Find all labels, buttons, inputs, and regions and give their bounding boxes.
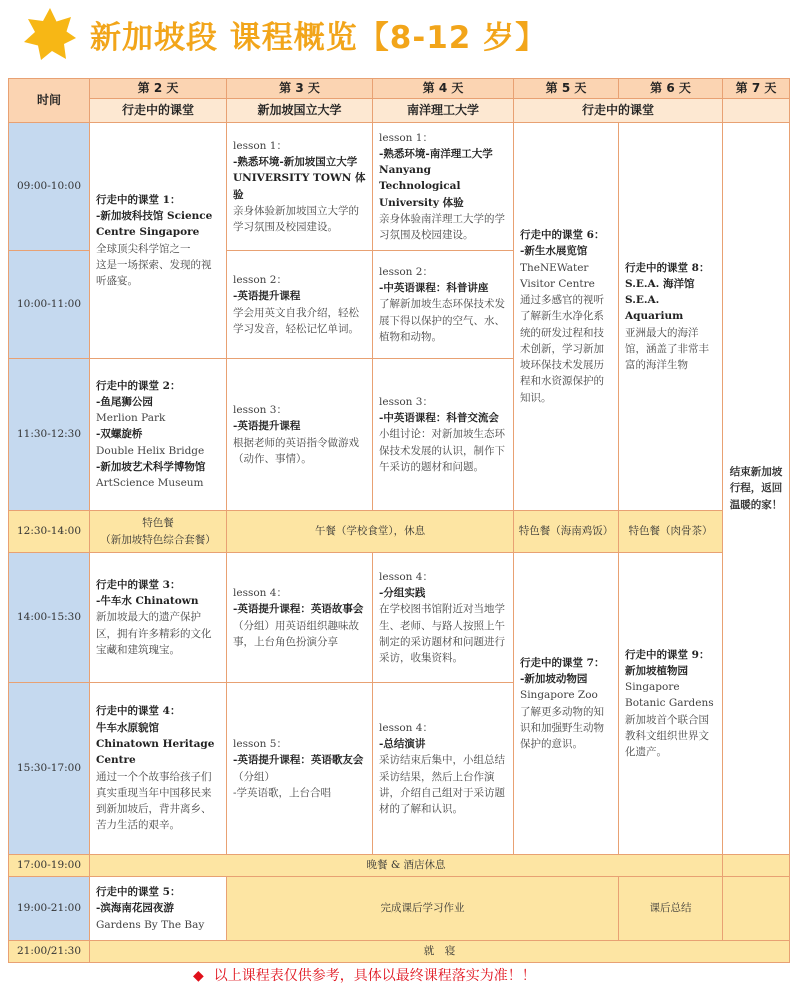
time-1000: 10:00-11:00 [9, 251, 90, 359]
row-1900 [9, 877, 790, 941]
day-7-location [723, 99, 790, 123]
star-icon [24, 8, 76, 60]
row-1230-lunch [9, 511, 790, 553]
day6-session-8: 行走中的课堂 8： S.E.A. 海洋馆 S.E.A. Aquarium 亚洲最大的海洋馆，涵盖了非常丰富的海洋生物 [619, 123, 723, 511]
day2-session-5: 行走中的课堂 5： -滨海南花园夜游 Gardens By The Bay [90, 877, 227, 941]
day-3-header: 第 3 天 [227, 79, 373, 99]
day4-lesson-4-summary: lesson 4： -总结演讲 采访结束后集中，小组总结采访结果，然后上台作演讲，介绍自己组对于采访题材的了解和认识。 [373, 683, 514, 855]
diamond-icon: ◆ [193, 968, 204, 984]
day-6-header: 第 6 天 [619, 79, 723, 99]
day7-evening-blank [723, 877, 790, 941]
day-56-location: 行走中的课堂 [514, 99, 723, 123]
page-header [0, 0, 800, 70]
day7-return-home: 结束新加坡行程，返回温暖的家！ [723, 123, 790, 855]
day4-lesson-2: lesson 2： -中英语课程：科普讲座 了解新加坡生态环保技术发展下得以保护的空气、水、植物和动物。 [373, 251, 514, 359]
day-7-header: 第 7 天 [723, 79, 790, 99]
sleep: 就 寝 [90, 941, 790, 963]
day2-session-4: 行走中的课堂 4： 牛车水原貌馆 Chinatown Heritage Centre 通过一个个故事给孩子们真实重现当年中国移民来到新加坡后，背井离乡、苦力生活的艰辛。 [90, 683, 227, 855]
time-header: 时间 [9, 79, 90, 123]
time-1530: 15:30-17:00 [9, 683, 90, 855]
time-2100: 21:00/21:30 [9, 941, 90, 963]
day5-lunch: 特色餐（海南鸡饭） [514, 511, 619, 553]
day6-session-9: 行走中的课堂 9： 新加坡植物园 Singapore Botanic Gardens 新加坡首个联合国教科文组织世界文化遗产。 [619, 553, 723, 855]
time-1130: 11:30-12:30 [9, 359, 90, 511]
time-1700: 17:00-19:00 [9, 855, 90, 877]
row-1700-dinner [9, 855, 790, 877]
day5-session-7: 行走中的课堂 7： -新加坡动物园 Singapore Zoo 了解更多动物的知识和加强野生动物保护的意识。 [514, 553, 619, 855]
day3-lesson-2: lesson 2： -英语提升课程 学会用英文自我介绍，轻松学习发音，轻松记忆单词。 [227, 251, 373, 359]
day2-session-2: 行走中的课堂 2： -鱼尾狮公园 Merlion Park -双螺旋桥 Double Helix Bridge -新加坡艺术科学博物馆 ArtScience Museum [90, 359, 227, 511]
day3-lesson-4: lesson 4： -英语提升课程：英语故事会 （分组）用英语组织趣味故事，上台角色扮演分享 [227, 553, 373, 683]
time-1900: 19:00-21:00 [9, 877, 90, 941]
day-3-location: 新加坡国立大学 [227, 99, 373, 123]
day-2-location: 行走中的课堂 [90, 99, 227, 123]
day2-session-1: 行走中的课堂 1： -新加坡科技馆 Science Centre Singapore 全球顶尖科学馆之一 这是一场探索、发现的视听盛宴。 [90, 123, 227, 359]
header-row-days [9, 79, 790, 99]
day-4-location: 南洋理工大学 [373, 99, 514, 123]
homework: 完成课后学习作业 [227, 877, 619, 941]
day-2-header: 第 2 天 [90, 79, 227, 99]
schedule-table [8, 78, 790, 963]
day2-session-3: 行走中的课堂 3： -牛车水 Chinatown 新加坡最大的遗产保护区，拥有许多精彩的文化宝藏和建筑瑰宝。 [90, 553, 227, 683]
row-1400 [9, 553, 790, 683]
day34-lunch: 午餐（学校食堂），休息 [227, 511, 514, 553]
day4-lesson-4: lesson 4： -分组实践 在学校图书馆附近对当地学生、老师、与路人按照上午制定的采访题材和问题进行采访，收集资料。 [373, 553, 514, 683]
dinner-and-rest: 晚餐 & 酒店休息 [90, 855, 723, 877]
day7-dinner-blank [723, 855, 790, 877]
page-title: 新加坡段 课程概览【8-12 岁】 [90, 20, 548, 56]
time-1400: 14:00-15:30 [9, 553, 90, 683]
time-0900: 09:00-10:00 [9, 123, 90, 251]
time-1230: 12:30-14:00 [9, 511, 90, 553]
day3-lesson-1: lesson 1： -熟悉环境-新加坡国立大学 UNIVERSITY TOWN 体验 亲身体验新加坡国立大学的学习氛围及校园建设。 [227, 123, 373, 251]
evening-summary: 课后总结 [619, 877, 723, 941]
day-4-header: 第 4 天 [373, 79, 514, 99]
day4-lesson-1: lesson 1： -熟悉环境-南洋理工大学 Nanyang Technological University 体验 亲身体验南洋理工大学的学习氛围及校园建设。 [373, 123, 514, 251]
header-row-locations [9, 99, 790, 123]
day-5-header: 第 5 天 [514, 79, 619, 99]
row-0900 [9, 123, 790, 251]
day3-lesson-3: lesson 3： -英语提升课程 根据老师的英语指令做游戏（动作、事情）。 [227, 359, 373, 511]
disclaimer-note: ◆ 以上课程表仅供参考，具体以最终课程落实为准！！ [193, 968, 536, 984]
day3-lesson-5: lesson 5： -英语提升课程：英语歌友会 （分组） -学英语歌，上台合唱 [227, 683, 373, 855]
day5-session-6: 行走中的课堂 6： -新生水展览馆 TheNEWater Visitor Centre 通过多感官的视听了解新生水净化系统的研发过程和技术创新，学习新加坡环保技术发展历程和水资源保护的知识。 [514, 123, 619, 511]
row-2100-sleep [9, 941, 790, 963]
day6-lunch: 特色餐（肉骨茶） [619, 511, 723, 553]
day4-lesson-3: lesson 3： -中英语课程：科普交流会 小组讨论：对新加坡生态环保技术发展的认识，制作下午采访的题材和问题。 [373, 359, 514, 511]
day2-lunch: 特色餐 （新加坡特色综合套餐） [90, 511, 227, 553]
